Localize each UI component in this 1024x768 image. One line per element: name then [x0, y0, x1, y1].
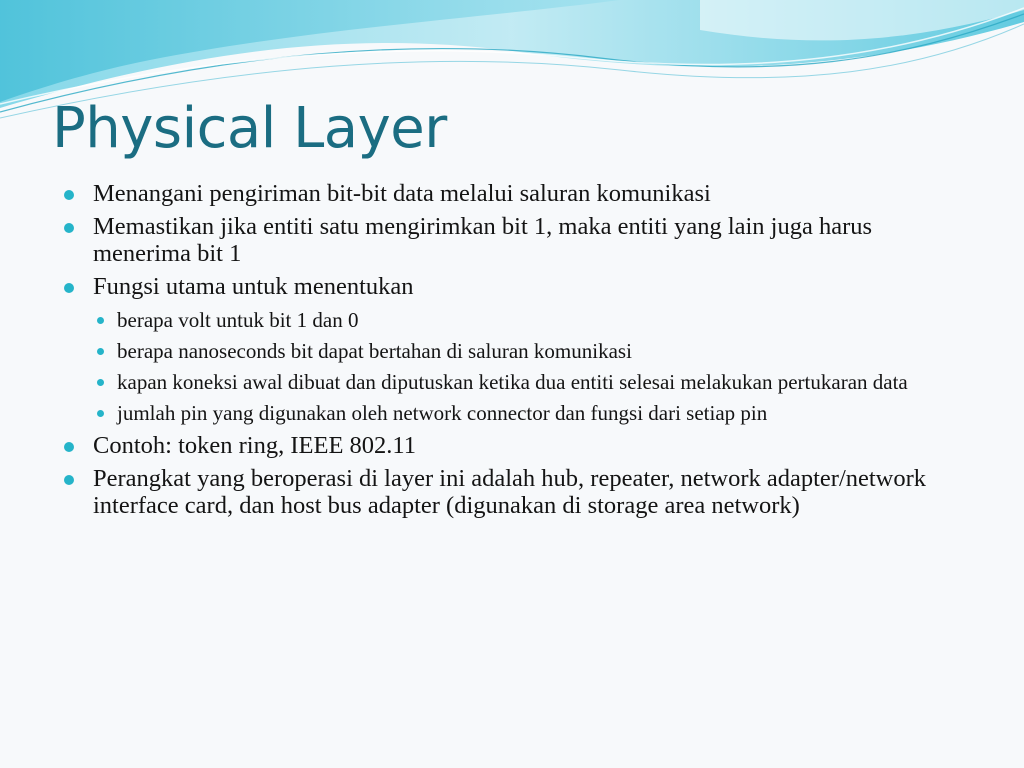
bullet-dot-icon [64, 283, 74, 293]
bullet-item [60, 465, 960, 519]
sub-bullet-list [93, 308, 960, 425]
bullet-text: Memastikan jika entiti satu mengirimkan bit 1, maka entiti yang lain juga harus menerima bit 1 [93, 213, 873, 267]
bullet-item [60, 213, 960, 267]
bullet-dot-icon [64, 475, 74, 485]
bullet-text: Menangani pengiriman bit-bit data melalui saluran komunikasi [93, 180, 711, 207]
bullet-item [60, 432, 960, 459]
sub-bullet-text: berapa nanoseconds bit dapat bertahan di saluran komunikasi [117, 339, 632, 363]
sub-bullet-dot-icon [97, 379, 104, 386]
sub-bullet-text: kapan koneksi awal dibuat dan diputuskan ketika dua entiti selesai melakukan pertukaran data [117, 370, 908, 394]
bullet-text: Perangkat yang beroperasi di layer ini adalah hub, repeater, network adapter/network interface card, dan host bus adapter (digunakan di storage area network) [93, 465, 927, 519]
sub-bullet-dot-icon [97, 317, 104, 324]
sub-bullet-item [93, 339, 960, 363]
bullet-dot-icon [64, 190, 74, 200]
bullet-item [60, 273, 960, 425]
sub-bullet-item [93, 308, 960, 332]
bullet-list [60, 180, 960, 519]
bullet-text: Fungsi utama untuk menentukan [93, 273, 414, 300]
sub-bullet-item [93, 401, 960, 425]
slide-content [60, 180, 960, 525]
sub-bullet-dot-icon [97, 410, 104, 417]
sub-bullet-text: jumlah pin yang digunakan oleh network connector dan fungsi dari setiap pin [117, 401, 768, 425]
sub-bullet-item [93, 370, 960, 394]
bullet-dot-icon [64, 442, 74, 452]
bullet-item [60, 180, 960, 207]
bullet-text: Contoh: token ring, IEEE 802.11 [93, 432, 416, 459]
bullet-dot-icon [64, 223, 74, 233]
sub-bullet-dot-icon [97, 348, 104, 355]
slide-title: Physical Layer [52, 96, 447, 161]
sub-bullet-text: berapa volt untuk bit 1 dan 0 [117, 308, 359, 332]
